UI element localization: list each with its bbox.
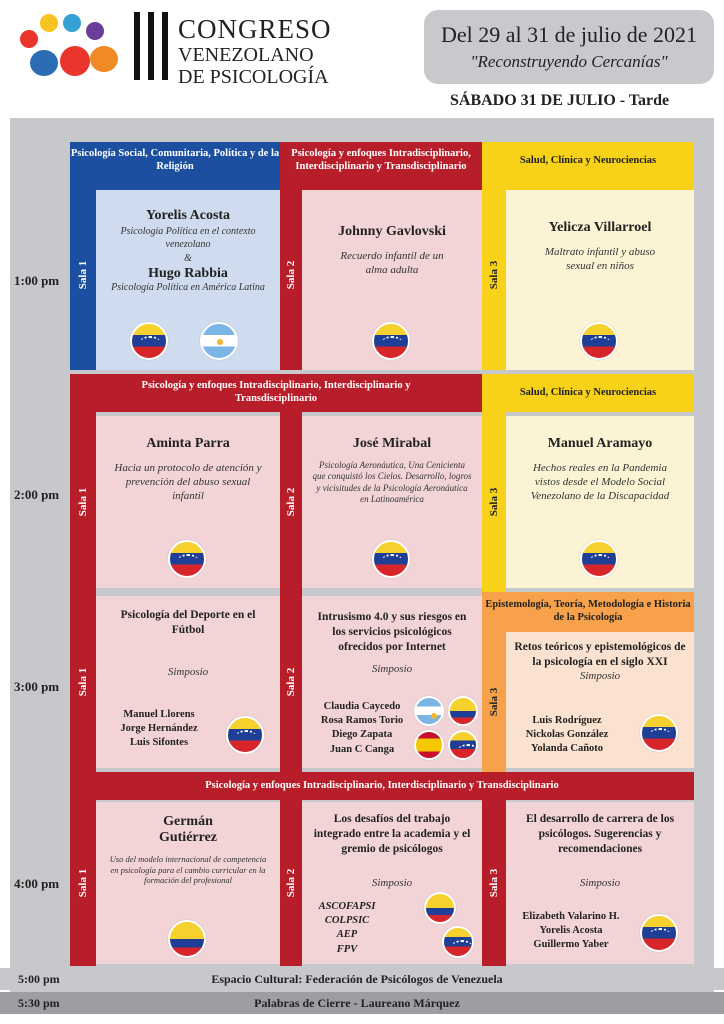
talk-topic: Hechos reales en la Pandemia vistos desde el Modelo Social Venezolano de la Discapacidad	[530, 462, 670, 502]
sala-bar-r1-2: Sala 2	[280, 180, 302, 370]
event-slogan: "Reconstruyendo Cercanías"	[470, 52, 668, 71]
session-r4-s3	[506, 802, 694, 964]
participant: Nickolas González	[525, 729, 609, 741]
roman-bar-3	[162, 12, 168, 80]
participant: AEP	[336, 929, 358, 941]
session-r1-s2	[302, 190, 482, 370]
venezuela-flag-icon	[640, 714, 678, 752]
participant: Yorelis Acosta	[539, 925, 603, 937]
event-dates: Del 29 al 31 de julio de 2021	[440, 22, 697, 47]
participant: Guillermo Yaber	[533, 939, 609, 951]
venezuela-flag-icon	[372, 322, 410, 360]
session-r2-s1	[96, 416, 280, 588]
speaker-name: Germán Gutiérrez	[158, 814, 218, 845]
talk-topic: Maltrato infantil y abuso sexual en niños	[544, 246, 656, 272]
talk-topic: Hacia un protocolo de atención y prevención del abuso sexual infantil	[114, 462, 262, 502]
track-band-intra: Psicología y enfoques Intradisciplinario, Interdisciplinario y Transdisciplinario	[70, 374, 482, 412]
session-title: Intrusismo 4.0 y sus riesgos en los servicios psicológicos ofrecidos por Internet	[317, 611, 467, 653]
sala-bar-r4-1: Sala 1	[70, 800, 96, 966]
venezuela-flag-icon	[580, 540, 618, 578]
speaker-name: Aminta Parra	[146, 436, 230, 451]
session-r2-s3	[506, 416, 694, 588]
argentina-flag-icon	[414, 696, 444, 726]
session-r3-s2	[302, 596, 482, 768]
talk-topic: Psicología Política en América Latina	[111, 281, 265, 293]
speaker-name: José Mirabal	[352, 436, 432, 451]
participant: FPV	[336, 943, 358, 955]
time-2pm: 2:00 pm	[14, 487, 60, 502]
session-r4-s2	[302, 802, 482, 964]
session-r1-s1	[96, 190, 280, 370]
sala-bar-r3-1: Sala 1	[70, 592, 96, 772]
closing-row-words	[0, 992, 724, 1014]
sala-bar-r1-3: Sala 3	[482, 180, 506, 370]
participant: ASCOFAPSI	[318, 901, 376, 912]
sala-bar-r3-2: Sala 2	[280, 592, 302, 772]
venezuela-flag-icon	[130, 322, 168, 360]
time-1pm: 1:00 pm	[14, 273, 60, 288]
talk-topic: Uso del modelo internacional de competencia en psicología para el cambio curricular en la formación del profesional	[109, 854, 267, 886]
closing-words-label: Palabras de Cierre - Laureano Márquez	[254, 995, 460, 1010]
closing-row-cultural	[0, 968, 724, 990]
time-530pm: 5:30 pm	[18, 995, 60, 1010]
sala-bar-r4-2: Sala 2	[280, 800, 302, 966]
session-title: Los desafíos del trabajo integrado entre la academia y el gremio de psicólogos	[313, 813, 471, 855]
ampersand: &	[184, 253, 192, 264]
participant: Rosa Ramos Torio	[320, 715, 404, 727]
session-r4-s1	[96, 802, 280, 964]
colombia-flag-icon	[424, 892, 456, 924]
participant: COLPSIC	[324, 915, 370, 927]
track-band-salud: Salud, Clínica y Neurociencias	[482, 374, 694, 412]
day-heading: SÁBADO 31 DE JULIO - Tarde	[450, 92, 670, 109]
participant: Luis Rodríguez	[532, 715, 602, 726]
talk-topic: Psicología Aeronáutica, Una Cenicienta que conquistó los Cielos. Desarrollo, logros y vicisitudes de la Psicología Aeronáutica en Latinoamérica	[312, 460, 472, 504]
title-line-2: VENEZOLANO	[178, 44, 314, 66]
venezuela-flag-icon	[372, 540, 410, 578]
time-5pm: 5:00 pm	[18, 971, 60, 986]
participant: Jorge Hernández	[120, 723, 198, 735]
session-r3-s1	[96, 596, 280, 768]
venezuela-flag-icon	[448, 730, 478, 760]
track-band-social: Psicología Social, Comunitaria, Política y de la Religión	[70, 142, 280, 180]
venezuela-flag-icon	[442, 926, 474, 958]
sala-bar-r4-3: Sala 3	[482, 800, 506, 966]
colombia-flag-icon	[168, 920, 206, 958]
speaker-name: Johnny Gavlovski	[338, 224, 446, 239]
date-box	[424, 10, 714, 84]
speaker-name: Manuel Aramayo	[547, 436, 653, 451]
session-kind: Simposio	[579, 876, 621, 889]
participant: Yolanda Cañoto	[530, 743, 604, 755]
title-line-1: CONGRESO	[178, 14, 332, 44]
participant: Luis Sifontes	[129, 737, 189, 749]
argentina-flag-icon	[200, 322, 238, 360]
track-band-intra: Psicología y enfoques Intradisciplinario, Interdisciplinario y Transdisciplinario	[280, 142, 482, 180]
participant: Claudia Caycedo	[323, 701, 401, 712]
track-band-intra: Psicología y enfoques Intradisciplinario, Interdisciplinario y Transdisciplinario	[70, 772, 694, 800]
speaker-name: Hugo Rabbia	[148, 265, 228, 281]
sala-bar-r1-1: Sala 1	[70, 180, 96, 370]
venezuela-flag-icon	[168, 540, 206, 578]
session-kind: Simposio	[579, 669, 621, 682]
venezuela-flag-icon	[226, 716, 264, 754]
track-band-epistemologia: Epistemología, Teoría, Metodología e Historia de la Psicología	[482, 592, 694, 632]
time-4pm: 4:00 pm	[14, 876, 60, 891]
talk-topic: Psicología Política en el contexto venezolano	[120, 226, 256, 250]
participant: Elizabeth Valarino H.	[522, 911, 620, 922]
session-r3-s3	[506, 632, 694, 768]
talk-topic: Recuerdo infantil de un alma adulta	[340, 250, 444, 276]
time-3pm: 3:00 pm	[14, 679, 60, 694]
speaker-name: Yelicza Villarroel	[548, 220, 652, 235]
venezuela-flag-icon	[580, 322, 618, 360]
title-line-3: DE PSICOLOGÍA	[178, 66, 329, 88]
session-r2-s2	[302, 416, 482, 588]
speaker-name: Yorelis Acosta	[145, 208, 231, 223]
roman-bar-1	[134, 12, 140, 80]
spain-flag-icon	[414, 730, 444, 760]
session-kind: Simposio	[167, 665, 209, 678]
roman-bar-2	[148, 12, 154, 80]
participant: Juan C Canga	[329, 743, 395, 755]
session-kind: Simposio	[371, 876, 413, 889]
session-title: Psicología del Deporte en el Fútbol	[120, 609, 256, 636]
cultural-space-label: Espacio Cultural: Federación de Psicólogos de Venezuela	[211, 971, 503, 986]
session-r1-s3	[506, 190, 694, 370]
colombia-flag-icon	[448, 696, 478, 726]
session-title: El desarrollo de carrera de los psicólogos. Sugerencias y recomendaciones	[525, 813, 675, 855]
congress-title	[178, 16, 332, 87]
participant: Manuel Llorens	[123, 709, 195, 720]
participant: Diego Zapata	[331, 729, 393, 741]
session-kind: Simposio	[371, 662, 413, 675]
sala-bar-r3-3: Sala 3	[482, 632, 506, 772]
track-band-salud: Salud, Clínica y Neurociencias	[482, 142, 694, 180]
sala-bar-r2-3: Sala 3	[482, 412, 506, 592]
sala-bar-r2-1: Sala 1	[70, 412, 96, 592]
venezuela-flag-icon	[640, 914, 678, 952]
sala-bar-r2-2: Sala 2	[280, 412, 302, 592]
session-title: Retos teóricos y epistemológicos de la psicología en el siglo XXI	[514, 641, 686, 668]
